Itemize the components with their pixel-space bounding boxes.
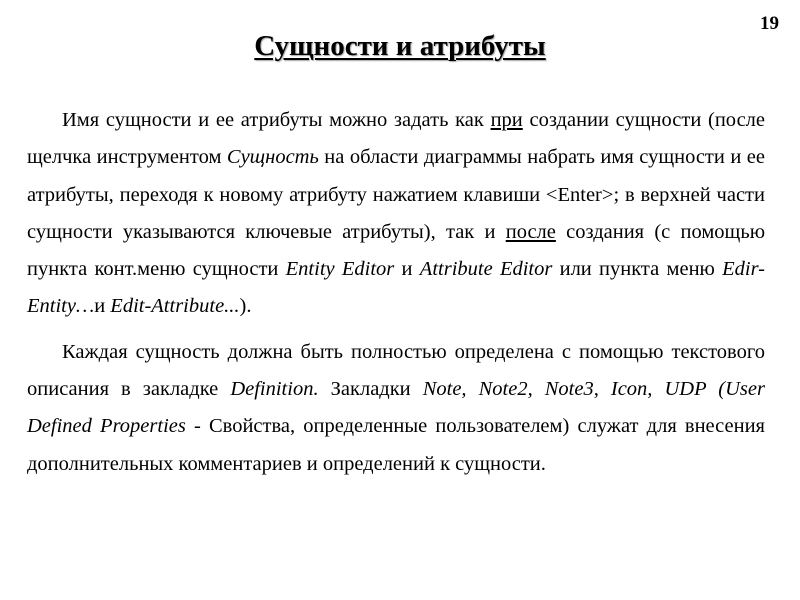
text-span: и [394, 258, 420, 281]
text-span: и [94, 295, 111, 318]
slide-title: Сущности и атрибуты [254, 30, 546, 62]
italic-term-edir-entity: Edir-Entity… [27, 258, 765, 318]
underlined-word-posle: после [505, 220, 556, 243]
paragraph-entity-definition [27, 334, 765, 483]
italic-term-entity-editor: Entity Editor [285, 258, 395, 281]
text-span: Каждая сущность должна быть полностью определена с помощью текстового описания в закладке [27, 340, 765, 401]
slide-body [27, 102, 765, 483]
italic-term-tabs: Note, Note2, Note3, Icon, UDP (User Defined Properties [27, 378, 765, 438]
italic-term-entity-tool: Сущность [226, 146, 319, 169]
underlined-word-pri: при [490, 109, 523, 131]
italic-term-definition: Definition. [230, 378, 319, 401]
text-span: или пункта меню [552, 258, 723, 281]
text-span: на области диаграммы набрать имя сущности и ее атрибуты, переходя к новому атрибуту нажатием клавиши <Enter>; в верхней части сущности указываются ключевые атрибуты), так и [27, 146, 765, 243]
text-span: Закладки [318, 378, 423, 401]
text-span: создания (с помощью пункта конт.меню сущности [27, 220, 766, 281]
paragraph-entity-naming [27, 102, 765, 326]
text-span: Имя сущности и ее атрибуты можно задать как [62, 109, 491, 131]
italic-term-attribute-editor: Attribute Editor [419, 258, 553, 281]
italic-term-edit-attribute: Edit-Attribute... [110, 295, 240, 318]
text-span: - Свойства, определенные пользователем) служат для внесения дополнительных комментариев и определений к сущности. [27, 415, 765, 475]
text-span: ). [239, 295, 252, 318]
text-span: создании сущности (после щелчка инструментом [27, 109, 765, 169]
page-number: 19 [760, 13, 779, 34]
